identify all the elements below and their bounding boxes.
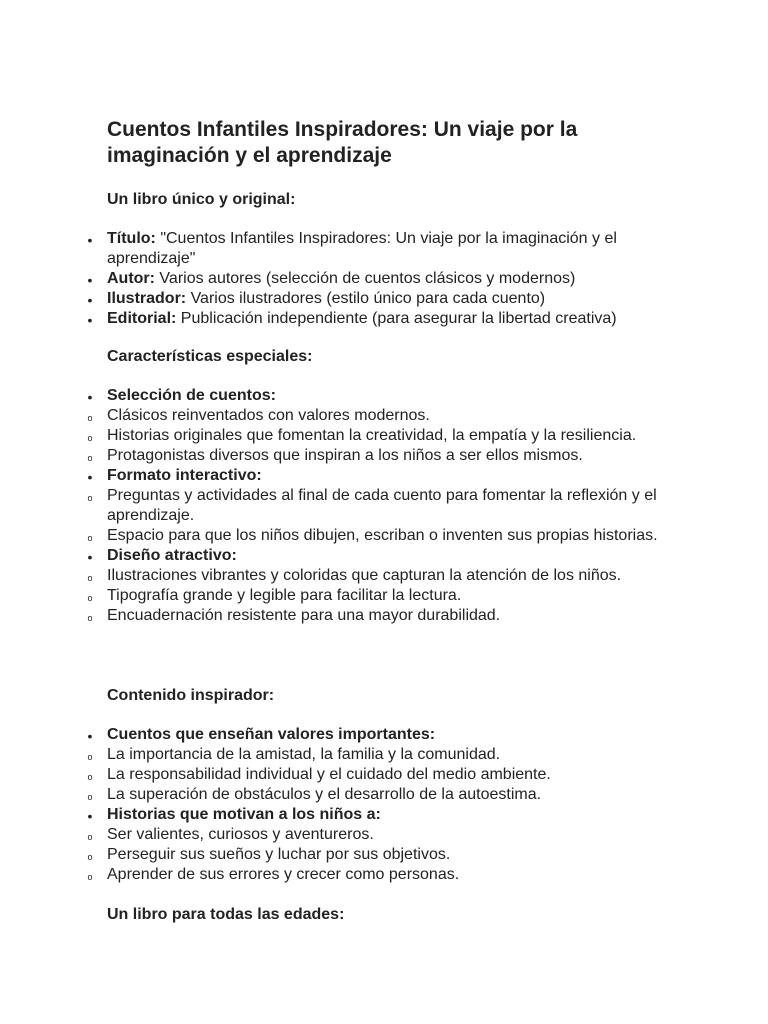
section-heading-libro: Un libro único y original: xyxy=(107,191,296,208)
item-text: Publicación independiente (para asegurar la libertad creativa) xyxy=(176,310,617,327)
group-heading-diseno: • Diseño atractivo: xyxy=(0,546,768,566)
section-heading-edades: Un libro para todas las edades: xyxy=(107,906,345,923)
sub-list-item: o Ilustraciones vibrantes y coloridas que capturan la atención de los niños. xyxy=(0,566,768,586)
sub-list-item: o Encuadernación resistente para una mayor durabilidad. xyxy=(0,606,768,626)
sub-list-item: o Preguntas y actividades al final de cada cuento para fomentar la reflexión y el aprendizaje. xyxy=(0,486,768,526)
list-item-ilustrador xyxy=(0,289,768,309)
sub-list-item: o Protagonistas diversos que inspiran a los niños a ser ellos mismos. xyxy=(0,446,768,466)
sub-list-item: o Ser valientes, curiosos y aventureros. xyxy=(0,825,768,845)
book-details-list xyxy=(0,229,768,329)
disc-bullet-icon: • xyxy=(87,389,93,405)
circle-bullet-icon: o xyxy=(87,533,93,543)
list-item-editorial xyxy=(0,309,768,329)
circle-bullet-icon: o xyxy=(87,433,93,443)
sub-list-item: o Aprender de sus errores y crecer como personas. xyxy=(0,865,768,885)
list-item-autor xyxy=(0,269,768,289)
sub-list-item: o La importancia de la amistad, la familia y la comunidad. xyxy=(0,745,768,765)
sub-list-item: o Espacio para que los niños dibujen, escriban o inventen sus propias historias. xyxy=(0,526,768,546)
circle-bullet-icon: o xyxy=(87,832,93,842)
disc-bullet-icon: • xyxy=(87,312,93,328)
content-list xyxy=(0,725,768,885)
group-heading-seleccion: • Selección de cuentos: xyxy=(0,386,768,406)
disc-bullet-icon: • xyxy=(87,728,93,744)
circle-bullet-icon: o xyxy=(87,453,93,463)
item-label: Título: xyxy=(107,230,156,247)
section-heading-caracteristicas: Características especiales: xyxy=(107,348,313,365)
sub-list-item: o La superación de obstáculos y el desarrollo de la autoestima. xyxy=(0,785,768,805)
features-list xyxy=(0,386,768,626)
sub-list-item: o Perseguir sus sueños y luchar por sus objetivos. xyxy=(0,845,768,865)
item-text: Varios autores (selección de cuentos clásicos y modernos) xyxy=(154,270,576,287)
disc-bullet-icon: • xyxy=(87,469,93,485)
sub-list-item: o La responsabilidad individual y el cuidado del medio ambiente. xyxy=(0,765,768,785)
circle-bullet-icon: o xyxy=(87,852,93,862)
list-item-titulo xyxy=(0,229,768,269)
sub-list-item: o Historias originales que fomentan la creatividad, la empatía y la resiliencia. xyxy=(0,426,768,446)
circle-bullet-icon: o xyxy=(87,752,93,762)
circle-bullet-icon: o xyxy=(87,792,93,802)
item-label: Ilustrador: xyxy=(107,290,187,307)
circle-bullet-icon: o xyxy=(87,573,93,583)
sub-list-item: o Clásicos reinventados con valores modernos. xyxy=(0,406,768,426)
item-label: Autor: xyxy=(107,270,155,287)
item-text: "Cuentos Infantiles Inspiradores: Un viaje por la imaginación y el aprendizaje" xyxy=(107,230,617,267)
disc-bullet-icon: • xyxy=(87,808,93,824)
item-text: Varios ilustradores (estilo único para cada cuento) xyxy=(186,290,546,307)
document-title: Cuentos Infantiles Inspiradores: Un viaje por la imaginación y el aprendizaje xyxy=(107,118,578,167)
disc-bullet-icon: • xyxy=(87,292,93,308)
group-heading-motivan: • Historias que motivan a los niños a: xyxy=(0,805,768,825)
circle-bullet-icon: o xyxy=(87,593,93,603)
disc-bullet-icon: • xyxy=(87,272,93,288)
circle-bullet-icon: o xyxy=(87,413,93,423)
sub-list-item: o Tipografía grande y legible para facilitar la lectura. xyxy=(0,586,768,606)
section-heading-contenido: Contenido inspirador: xyxy=(107,687,275,704)
circle-bullet-icon: o xyxy=(87,493,93,503)
item-label: Editorial: xyxy=(107,310,177,327)
circle-bullet-icon: o xyxy=(87,772,93,782)
circle-bullet-icon: o xyxy=(87,872,93,882)
circle-bullet-icon: o xyxy=(87,613,93,623)
disc-bullet-icon: • xyxy=(87,549,93,565)
group-heading-formato: • Formato interactivo: xyxy=(0,466,768,486)
disc-bullet-icon: • xyxy=(87,232,93,248)
group-heading-valores: • Cuentos que enseñan valores importantes: xyxy=(0,725,768,745)
